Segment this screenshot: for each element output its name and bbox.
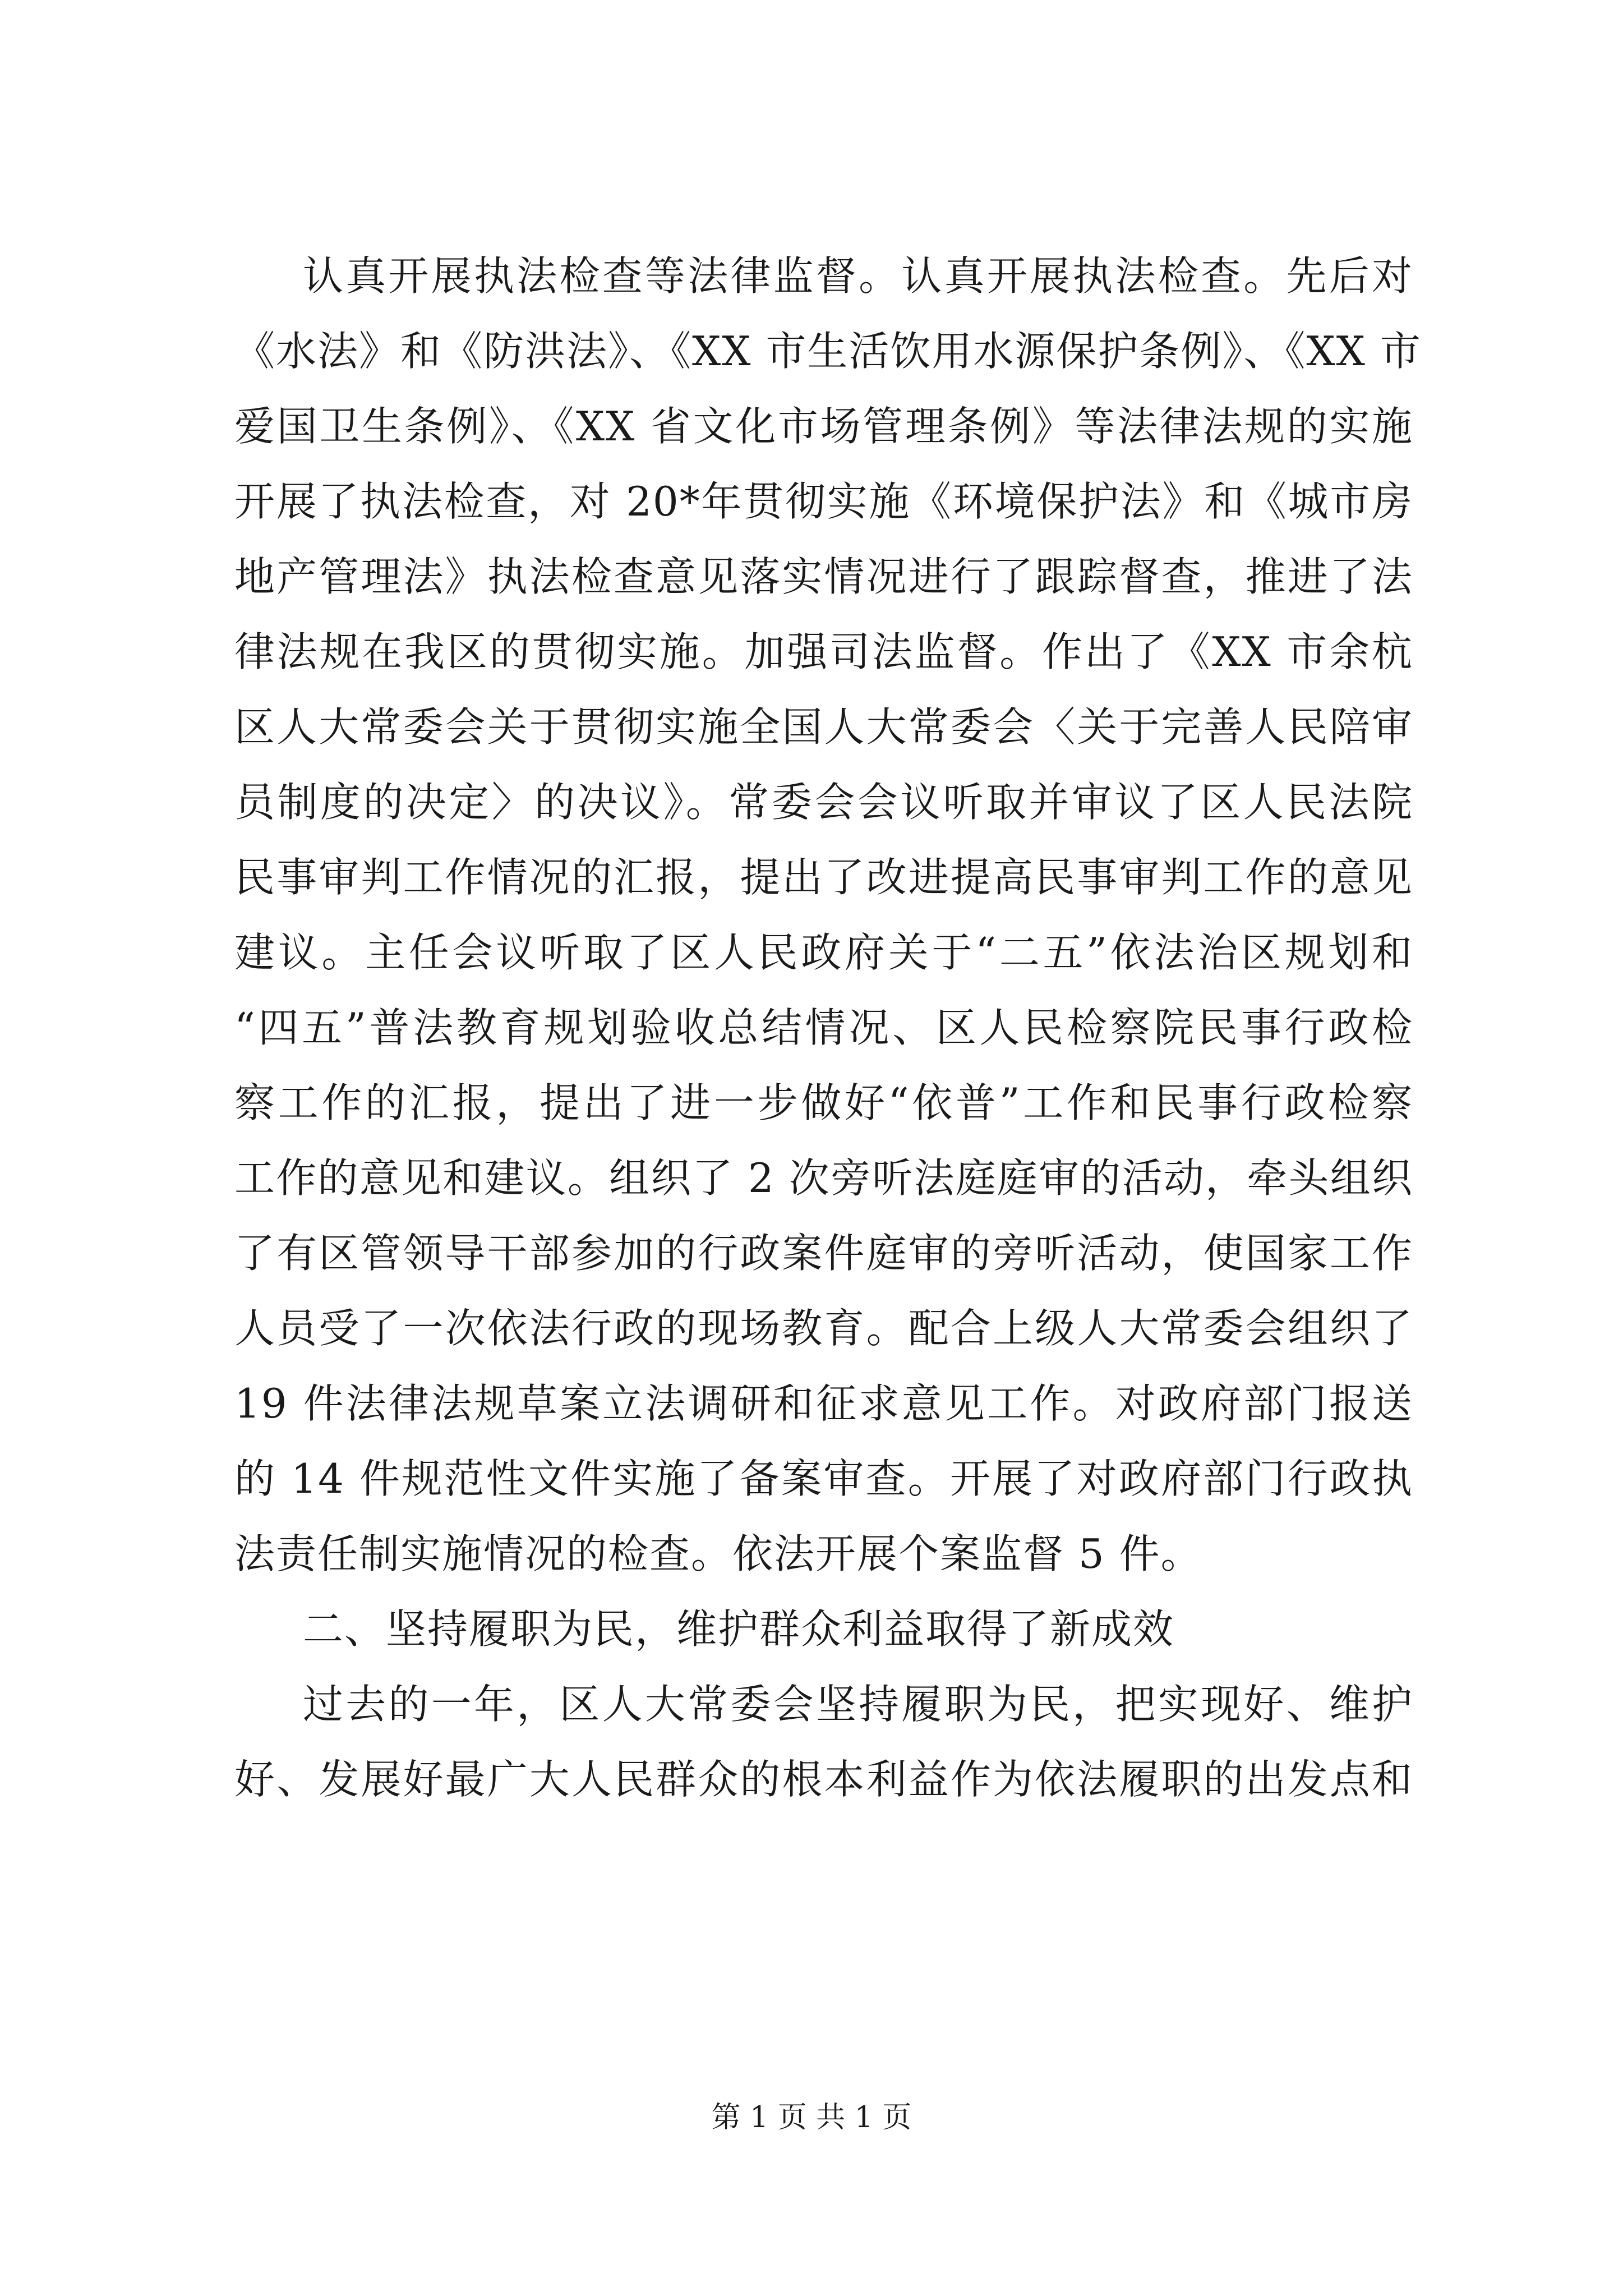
text-line: 爱国卫生条例》、《XX 省文化市场管理条例》等法律法规的实施 (234, 403, 1413, 450)
text-line: 地产管理法》执法检查意见落实情况进行了跟踪督查，推进了法 (234, 553, 1413, 600)
text-line: 建议。主任会议听取了区人民政府关于“二五”依法治区规划和 (234, 929, 1413, 976)
text-line: “四五”普法教育规划验收总结情况、区人民检察院民事行政检 (234, 1004, 1413, 1051)
text-line: 好、发展好最广大人民群众的根本利益作为依法履职的出发点和 (234, 1756, 1413, 1803)
text-line: 《水法》和《防洪法》、《XX 市生活饮用水源保护条例》、《XX 市 (234, 328, 1422, 375)
page-number-footer: 第 1 页 共 1 页 (711, 2101, 912, 2134)
text-line: 人员受了一次依法行政的现场教育。配合上级人大常委会组织了 (234, 1305, 1413, 1352)
text-line: 了有区管领导干部参加的行政案件庭审的旁听活动，使国家工作 (234, 1230, 1413, 1277)
text-line: 民事审判工作情况的汇报，提出了改进提高民事审判工作的意见 (234, 854, 1413, 901)
text-line: 的 14 件规范性文件实施了备案审查。开展了对政府部门行政执 (234, 1455, 1413, 1502)
text-line: 工作的意见和建议。组织了 2 次旁听法庭庭审的活动，牵头组织 (234, 1154, 1413, 1202)
text-line: 员制度的决定〉的决议》。常委会会议听取并审议了区人民法院 (234, 779, 1413, 826)
section-heading: 二、坚持履职为民，维护群众利益取得了新成效 (303, 1605, 1175, 1653)
text-line: 开展了执法检查，对 20*年贯彻实施《环境保护法》和《城市房 (234, 478, 1413, 525)
text-line: 区人大常委会关于贯彻实施全国人大常委会〈关于完善人民陪审 (234, 703, 1413, 751)
text-line: 察工作的汇报，提出了进一步做好“依普”工作和民事行政检察 (234, 1079, 1413, 1126)
text-line: 19 件法律法规草案立法调研和征求意见工作。对政府部门报送 (234, 1380, 1413, 1427)
text-line: 律法规在我区的贯彻实施。加强司法监督。作出了《XX 市余杭 (234, 628, 1413, 675)
text-line: 过去的一年，区人大常委会坚持履职为民，把实现好、维护 (303, 1681, 1413, 1728)
text-line: 法责任制实施情况的检查。依法开展个案监督 5 件。 (234, 1530, 1202, 1577)
text-line: 认真开展执法检查等法律监督。认真开展执法检查。先后对 (303, 252, 1413, 300)
